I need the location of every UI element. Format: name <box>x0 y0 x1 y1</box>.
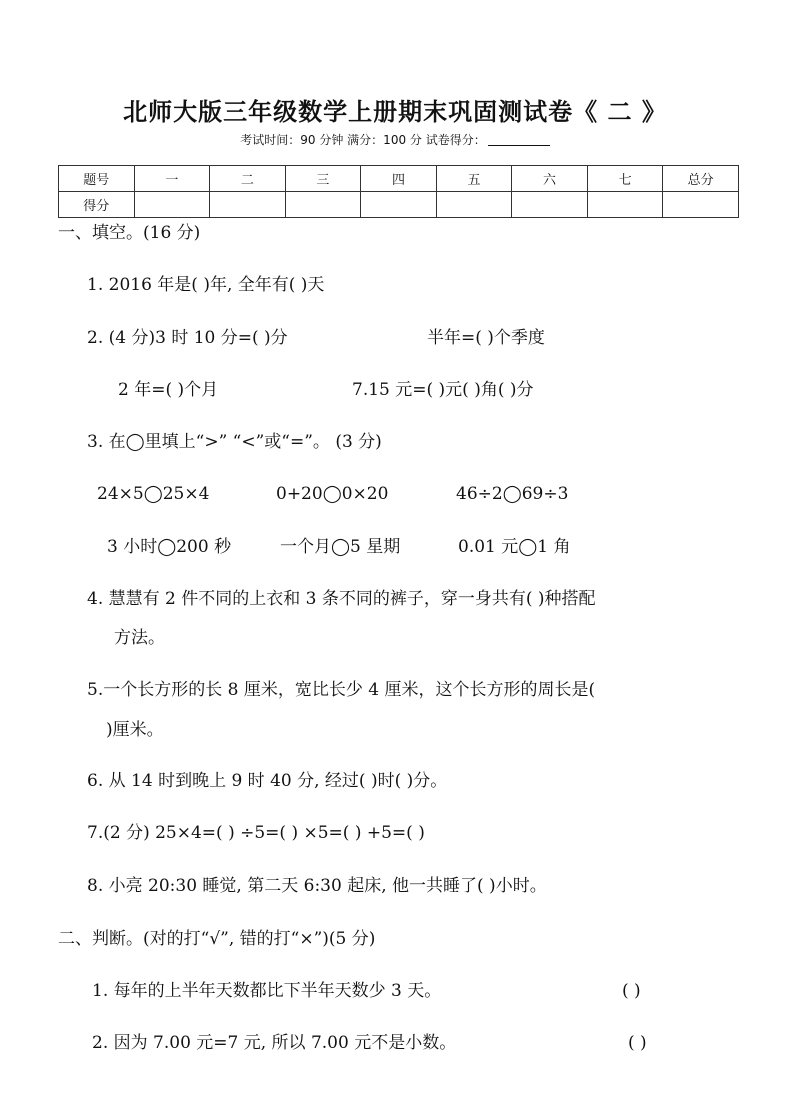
question-1-5b: )厘米。 <box>106 720 164 740</box>
question-1-8: 8. 小亮 20:30 睡觉, 第二天 6:30 起床, 他一共睡了( )小时。 <box>87 876 547 896</box>
question-1-4b: 方法。 <box>114 628 165 648</box>
score-table-cell: 六 <box>512 166 588 192</box>
question-1-2c: 2 年=( )个月 <box>118 380 219 400</box>
score-table-cell: 一 <box>134 166 210 192</box>
score-entry-cell[interactable] <box>436 192 512 218</box>
question-1-5a: 5.一个长方形的长 8 厘米，宽比长少 4 厘米，这个长方形的周长是( <box>87 680 596 700</box>
compare-2: 0+20◯0×20 <box>276 484 389 504</box>
score-table-cell: 总分 <box>663 166 739 192</box>
question-2-2: 2. 因为 7.00 元=7 元, 所以 7.00 元不是小数。 <box>92 1033 457 1053</box>
question-1-6: 6. 从 14 时到晚上 9 时 40 分, 经过( )时( )分。 <box>87 771 448 791</box>
score-table-cell: 题号 <box>59 166 135 192</box>
score-entry-cell[interactable] <box>587 192 663 218</box>
answer-paren-2-2[interactable]: ( ) <box>628 1033 647 1053</box>
score-table-cell: 二 <box>210 166 286 192</box>
exam-info <box>0 131 790 148</box>
score-entry-cell[interactable] <box>663 192 739 218</box>
question-1-2a: 2. (4 分)3 时 10 分=( )分 <box>87 328 288 348</box>
question-1-7: 7.(2 分) 25×4=( ) ÷5=( ) ×5=( ) +5=( ) <box>87 823 425 843</box>
score-table-cell: 七 <box>587 166 663 192</box>
question-1-3: 3. 在◯里填上“>” “<”或“=”。 (3 分) <box>87 432 382 452</box>
question-1-2d: 7.15 元=( )元( )角( )分 <box>352 380 534 400</box>
score-table-cell: 五 <box>436 166 512 192</box>
section1-heading: 一、填空。(16 分) <box>58 223 201 243</box>
score-entry-cell[interactable] <box>134 192 210 218</box>
question-1-2b: 半年=( )个季度 <box>427 328 545 348</box>
score-entry-cell[interactable] <box>210 192 286 218</box>
question-2-1: 1. 每年的上半年天数都比下半年天数少 3 天。 <box>92 981 442 1001</box>
score-table-header-row <box>59 166 739 192</box>
score-table-cell: 得分 <box>59 192 135 218</box>
score-entry-cell[interactable] <box>361 192 437 218</box>
page-title: 北师大版三年级数学上册期末巩固测试卷《 二 》 <box>123 98 667 126</box>
compare-6: 0.01 元◯1 角 <box>458 537 571 557</box>
exam-info-text: 考试时间：90 分钟 满分：100 分 试卷得分： <box>240 133 486 147</box>
compare-1: 24×5◯25×4 <box>97 484 210 504</box>
question-1-4a: 4. 慧慧有 2 件不同的上衣和 3 条不同的裤子，穿一身共有( )种搭配 <box>87 589 596 609</box>
compare-5: 一个月◯5 星期 <box>280 537 401 557</box>
answer-paren-2-1[interactable]: ( ) <box>622 981 641 1001</box>
score-table-cell: 三 <box>285 166 361 192</box>
score-table-cell: 四 <box>361 166 437 192</box>
score-table-score-row <box>59 192 739 218</box>
compare-4: 3 小时◯200 秒 <box>107 537 232 557</box>
score-table <box>58 165 739 218</box>
score-entry-cell[interactable] <box>512 192 588 218</box>
question-1-1: 1. 2016 年是( )年, 全年有( )天 <box>87 275 325 295</box>
compare-3: 46÷2◯69÷3 <box>456 484 569 504</box>
score-blank[interactable] <box>488 145 550 146</box>
score-entry-cell[interactable] <box>285 192 361 218</box>
section2-heading: 二、判断。(对的打“√”, 错的打“×”)(5 分) <box>58 929 376 949</box>
